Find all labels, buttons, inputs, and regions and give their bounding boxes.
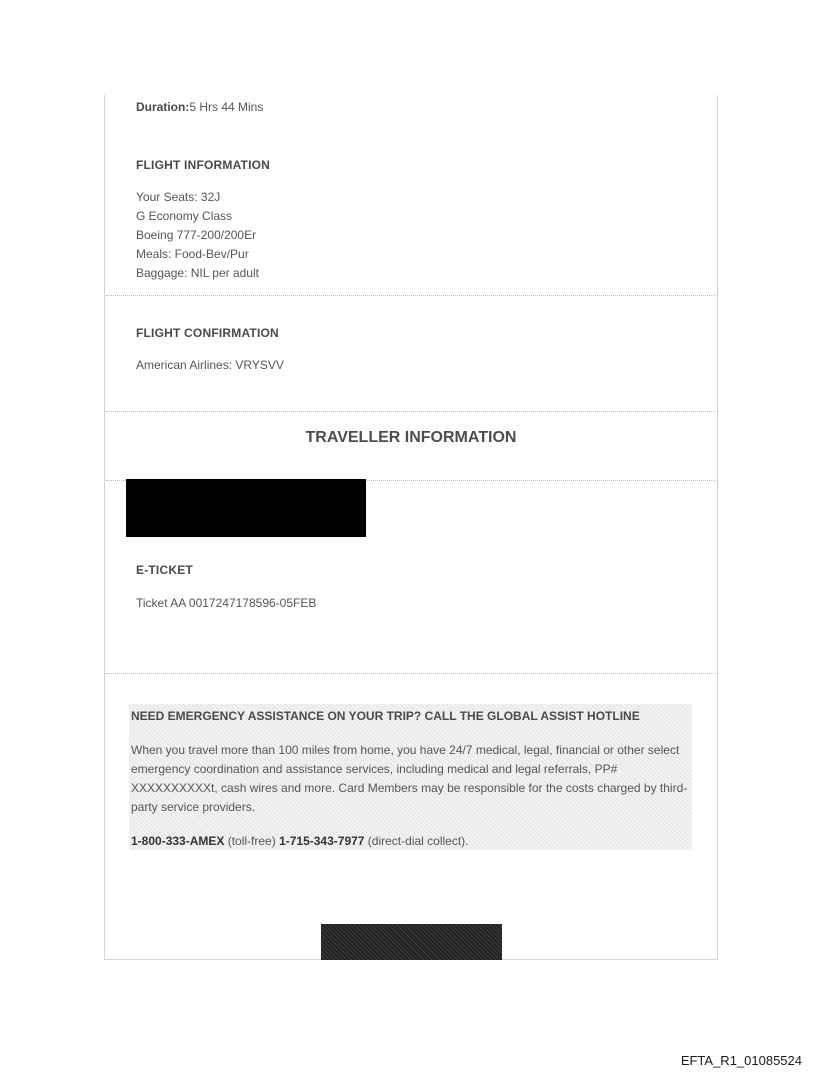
- emergency-body: When you travel more than 100 miles from home, you have 24/7 medical, legal, financial or other select emergency coordination and assistance services, including medical and legal referrals, PP# XXXXXXXXXXt, cash wires and more. Card Members may be responsible for the costs charged by third-party service providers.: [131, 743, 688, 814]
- section-divider: [106, 673, 716, 674]
- aircraft-type: Boeing 777-200/200Er: [136, 228, 257, 242]
- direct-dial-phone: 1-715-343-7977: [279, 834, 365, 848]
- flight-information-heading: FLIGHT INFORMATION: [136, 158, 271, 172]
- duration-row: [136, 100, 263, 114]
- redacted-footer-block: [321, 924, 502, 960]
- document-id: EFTA_R1_01085524: [680, 1053, 802, 1068]
- section-divider: [106, 295, 716, 296]
- baggage-info: Baggage: NIL per adult: [136, 266, 259, 280]
- emergency-heading: NEED EMERGENCY ASSISTANCE ON YOUR TRIP? CALL THE GLOBAL ASSIST HOTLINE: [131, 709, 640, 723]
- ticket-number: Ticket AA 0017247178596-05FEB: [136, 596, 317, 610]
- flight-confirmation-heading: FLIGHT CONFIRMATION: [136, 326, 279, 340]
- duration-value: 5 Hrs 44 Mins: [189, 100, 264, 114]
- duration-label: Duration:: [136, 100, 190, 114]
- traveller-information-title: TRAVELLER INFORMATION: [305, 429, 517, 446]
- tollfree-label: (toll-free): [224, 834, 280, 848]
- direct-dial-label: (direct-dial collect).: [364, 834, 469, 848]
- cabin-class: G Economy Class: [136, 209, 233, 223]
- confirmation-code: American Airlines: VRYSVV: [136, 358, 284, 372]
- emergency-phones: [131, 834, 469, 848]
- tollfree-phone: 1-800-333-AMEX: [131, 834, 225, 848]
- seat-info: Your Seats: 32J: [136, 190, 221, 204]
- eticket-heading: E-TICKET: [136, 563, 193, 577]
- section-divider: [106, 411, 716, 412]
- meals-info: Meals: Food-Bev/Pur: [136, 247, 249, 261]
- redacted-traveller-name: [126, 479, 366, 537]
- flight-information-list: [136, 188, 259, 283]
